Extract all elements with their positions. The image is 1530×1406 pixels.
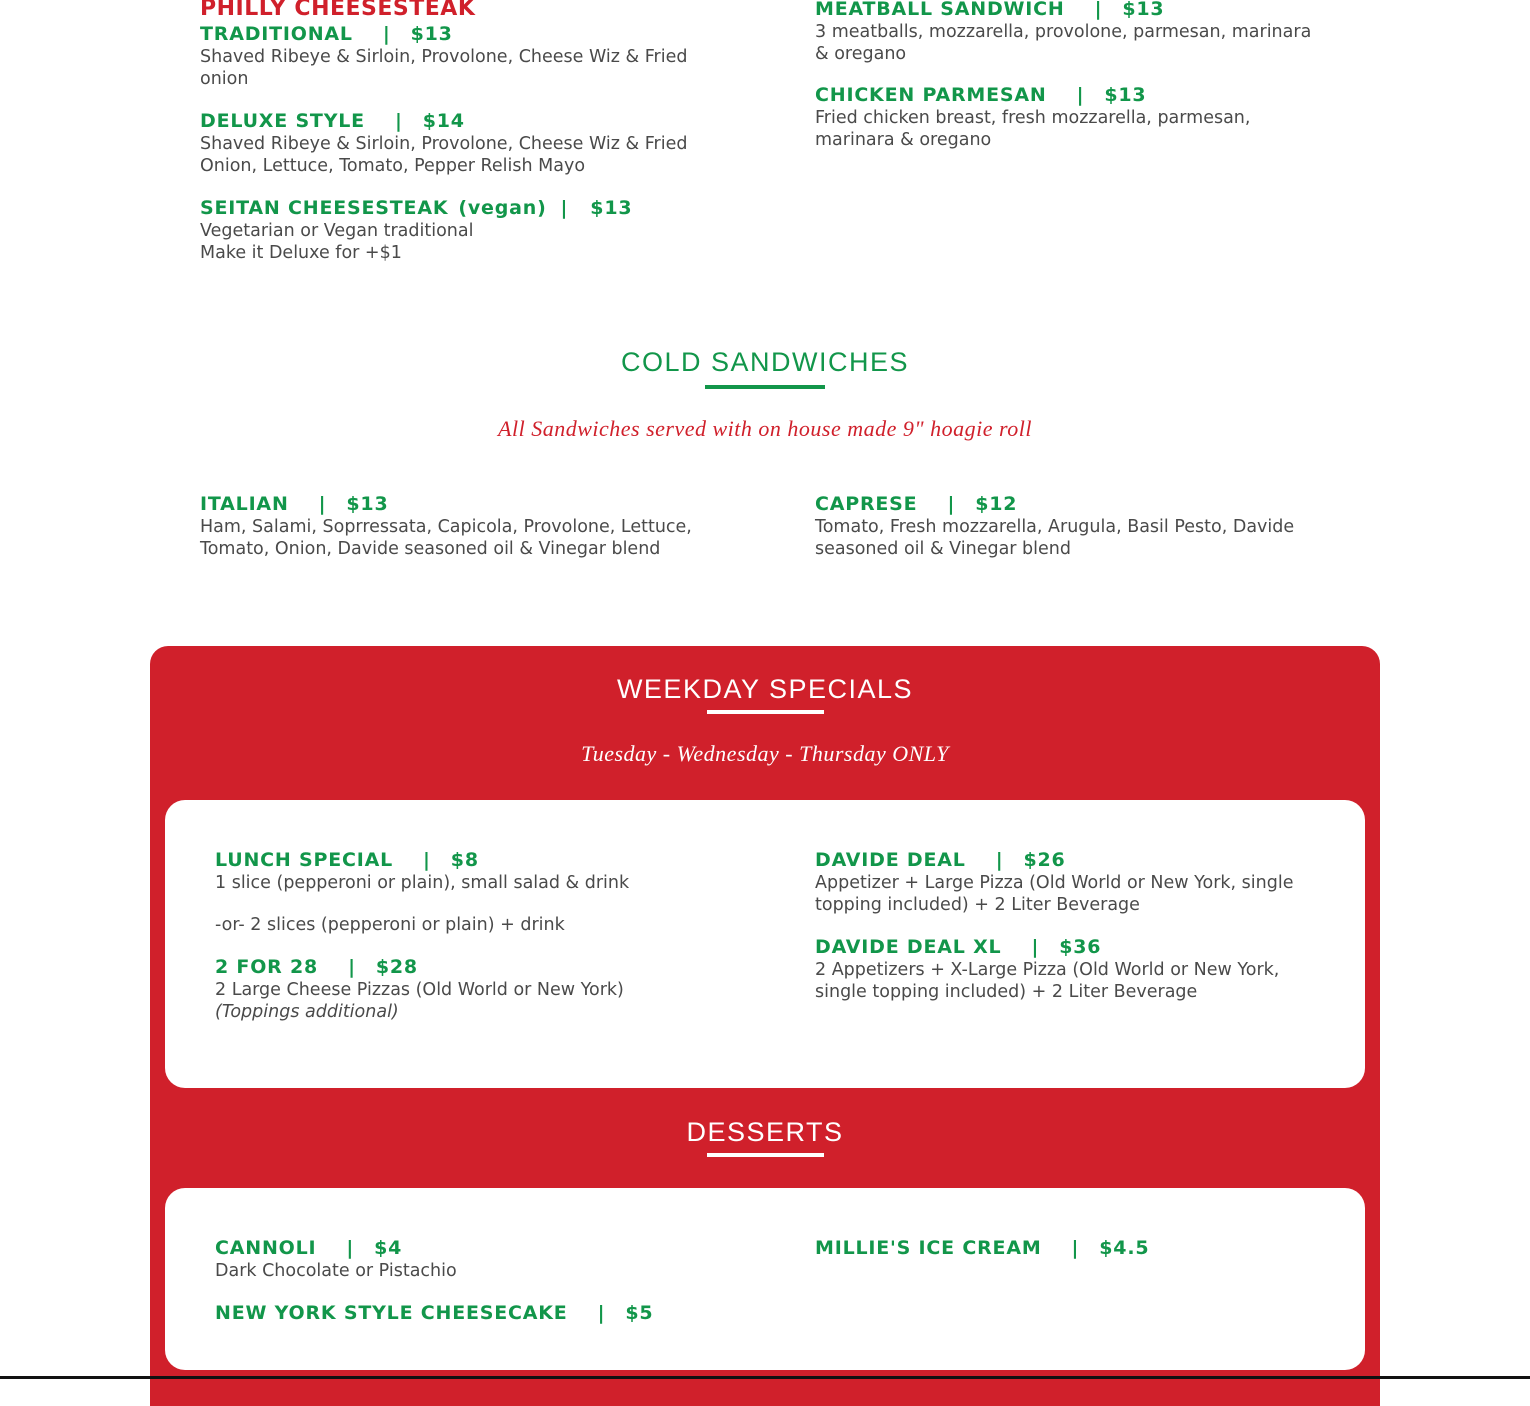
desc-line: Fried chicken breast, fresh mozzarella, parmesan,	[815, 108, 1251, 128]
menu-item-davide-deal	[815, 848, 1293, 916]
menu-item-lunch-special	[215, 848, 629, 936]
item-separator: |	[1071, 1237, 1080, 1259]
item-title	[200, 492, 692, 516]
desc-line: Tomato, Onion, Davide seasoned oil & Vinegar blend	[200, 539, 661, 559]
item-name: CHICKEN PARMESAN	[815, 84, 1047, 106]
item-title	[215, 1301, 653, 1325]
menu-item-italian	[200, 492, 692, 560]
item-price: $8	[450, 849, 479, 871]
item-separator: |	[346, 1237, 355, 1259]
item-price: $28	[375, 956, 418, 978]
item-price: $13	[410, 23, 453, 45]
item-description	[815, 107, 1250, 151]
desc-line: Onion, Lettuce, Tomato, Pepper Relish Mayo	[200, 156, 586, 176]
item-name: NEW YORK STYLE CHEESECAKE	[215, 1302, 568, 1324]
item-title	[815, 1236, 1149, 1260]
desc-line: Ham, Salami, Soprressata, Capicola, Provolone, Lettuce,	[200, 517, 692, 537]
desc-line: Shaved Ribeye & Sirloin, Provolone, Cheese Wiz & Fried	[200, 47, 688, 67]
item-separator: |	[560, 197, 569, 219]
item-price: $12	[975, 493, 1018, 515]
item-name: SEITAN CHEESESTEAK	[200, 197, 449, 219]
item-price: $5	[625, 1302, 654, 1324]
item-name: DAVIDE DEAL	[815, 849, 966, 871]
item-description	[200, 133, 687, 177]
item-title	[215, 848, 629, 872]
item-description	[215, 872, 629, 936]
item-name: ITALIAN	[200, 493, 289, 515]
desc-line-italic: (Toppings additional)	[215, 1002, 399, 1022]
desserts-title: DESSERTS	[686, 1117, 844, 1147]
desc-line: seasoned oil & Vinegar blend	[815, 539, 1071, 559]
item-name: 2 FOR 28	[215, 956, 319, 978]
menu-item-traditional	[200, 22, 687, 90]
item-description	[815, 959, 1279, 1003]
menu-item-cheesecake	[215, 1301, 653, 1325]
desc-line: -or- 2 slices (pepperoni or plain) + drink	[215, 915, 565, 935]
item-separator: |	[1076, 84, 1085, 106]
item-title	[815, 492, 1294, 516]
item-separator: |	[1031, 936, 1040, 958]
menu-item-caprese	[815, 492, 1294, 560]
item-separator: |	[1094, 0, 1103, 20]
menu-item-chicken-parmesan	[815, 83, 1250, 151]
item-name: CAPRESE	[815, 493, 918, 515]
item-description	[200, 220, 632, 264]
weekday-title-underline	[707, 710, 824, 714]
desc-line: Tomato, Fresh mozzarella, Arugula, Basil Pesto, Davide	[815, 517, 1295, 537]
item-name: CANNOLI	[215, 1237, 317, 1259]
item-description	[815, 21, 1311, 65]
desc-line: Shaved Ribeye & Sirloin, Provolone, Cheese Wiz & Fried	[200, 134, 688, 154]
item-price: $13	[1104, 84, 1147, 106]
item-title	[200, 196, 632, 220]
item-name: TRADITIONAL	[200, 23, 353, 45]
item-title	[815, 935, 1279, 959]
item-title	[215, 1236, 457, 1260]
menu-item-davide-deal-xl	[815, 935, 1279, 1003]
item-separator: |	[318, 493, 327, 515]
item-title	[200, 22, 687, 46]
item-price: $13	[1122, 0, 1165, 20]
item-name: LUNCH SPECIAL	[215, 849, 394, 871]
item-separator: |	[394, 110, 403, 132]
desc-line: Make it Deluxe for +$1	[200, 243, 402, 263]
item-title	[815, 848, 1293, 872]
item-name: DELUXE STYLE	[200, 110, 365, 132]
item-description	[200, 46, 687, 90]
item-note: (vegan)	[458, 197, 547, 219]
item-title	[200, 109, 687, 133]
menu-item-cannoli	[215, 1236, 457, 1282]
item-separator: |	[382, 23, 391, 45]
menu-item-deluxe-style	[200, 109, 687, 177]
desc-line: onion	[200, 69, 249, 89]
desc-line: marinara & oregano	[815, 130, 992, 150]
desc-line: Appetizer + Large Pizza (Old World or New York, single	[815, 873, 1294, 893]
cold-sandwiches-title: COLD SANDWICHES	[620, 347, 910, 377]
weekday-specials-title: WEEKDAY SPECIALS	[616, 674, 914, 704]
philly-heading: PHILLY CHEESESTEAK	[200, 0, 476, 21]
item-description	[815, 516, 1294, 560]
desc-line: topping included) + 2 Liter Beverage	[815, 895, 1140, 915]
desc-line: Vegetarian or Vegan traditional	[200, 221, 474, 241]
desc-line: single topping included) + 2 Liter Beverage	[815, 982, 1198, 1002]
item-description	[815, 872, 1293, 916]
item-description	[215, 979, 624, 1023]
menu-item-2-for-28	[215, 955, 624, 1023]
item-price: $4.5	[1099, 1237, 1150, 1259]
item-title	[815, 0, 1311, 21]
menu-item-millies-ice-cream	[815, 1236, 1149, 1260]
desc-line: 1 slice (pepperoni or plain), small salad & drink	[215, 873, 630, 893]
item-description	[215, 1260, 457, 1282]
desc-line: & oregano	[815, 44, 907, 64]
item-price: $14	[422, 110, 465, 132]
item-price: $4	[374, 1237, 403, 1259]
item-title	[815, 83, 1250, 107]
item-separator: |	[597, 1302, 606, 1324]
item-title	[215, 955, 624, 979]
item-price: $13	[346, 493, 389, 515]
desc-line: 2 Appetizers + X-Large Pizza (Old World or New York,	[815, 960, 1280, 980]
menu-item-meatball-sandwich	[815, 0, 1311, 65]
item-name: MILLIE'S ICE CREAM	[815, 1237, 1042, 1259]
weekday-specials-subtitle: Tuesday - Wednesday - Thursday ONLY	[581, 741, 949, 766]
item-price: $13	[590, 197, 633, 219]
item-price: $36	[1059, 936, 1102, 958]
desc-line: 2 Large Cheese Pizzas (Old World or New York)	[215, 980, 624, 1000]
item-name: DAVIDE DEAL XL	[815, 936, 1002, 958]
item-description	[200, 516, 692, 560]
desc-line: 3 meatballs, mozzarella, provolone, parmesan, marinara	[815, 22, 1312, 42]
desserts-title-underline	[707, 1153, 824, 1157]
item-separator: |	[423, 849, 431, 871]
item-separator: |	[348, 956, 356, 978]
item-name: MEATBALL SANDWICH	[815, 0, 1065, 20]
desc-line: Dark Chocolate or Pistachio	[215, 1261, 457, 1281]
item-separator: |	[995, 849, 1004, 871]
item-separator: |	[947, 493, 956, 515]
cold-title-underline	[705, 385, 825, 389]
item-price: $26	[1023, 849, 1066, 871]
cold-sandwiches-subtitle: All Sandwiches served with on house made 9" hoagie roll	[498, 416, 1032, 441]
menu-item-seitan-cheesesteak	[200, 196, 632, 264]
